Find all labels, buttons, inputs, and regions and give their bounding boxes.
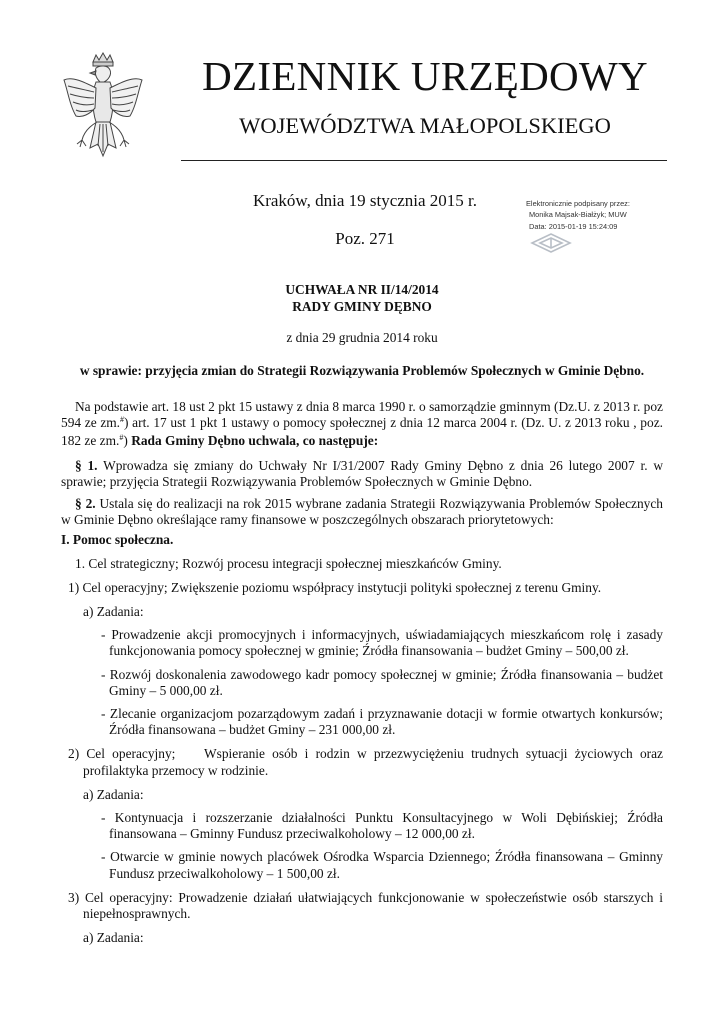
issue-position: Poz. 271: [335, 229, 395, 248]
polish-eagle-emblem-icon: [60, 52, 146, 168]
task-item: - Kontynuacja i rozszerzanie działalności Punktu Konsultacyjnego w Woli Dębińskiej; Źródła finansowana – Gminny Fundusz przeciwalkoholowy – 12 000,00 zł.: [101, 810, 663, 842]
paragraph-2-text: Ustala się do realizacji na rok 2015 wybrane zadania Strategii Rozwiązywania Problemów Społecznych w Gminie Dębno określające ramy finansowe w poszczególnych obszarach priorytetowych:: [61, 496, 663, 528]
task-item: - Prowadzenie akcji promocyjnych i informacyjnych, uświadamiających mieszkańcom rolę i zasady funkcjonowania pomocy społecznej w gminie; Źródła finansowania – budżet Gminy – 500,00 zł.: [101, 627, 663, 659]
legal-basis-text-a: Na podstawie art. 18 ust 2 pkt 15 ustawy z dnia 8 marca 1990 r. o samorządzie gminnym (Dz.U. z 2013 r. poz 594 ze zm.: [61, 399, 663, 431]
resolution-date: z dnia 29 grudnia 2014 roku: [286, 329, 438, 345]
journal-title: DZIENNIK URZĘDOWY: [202, 53, 648, 99]
resolution-title-2: RADY GMINY DĘBNO: [292, 298, 432, 314]
signature-line-1: Elektronicznie podpisany przez:: [526, 199, 630, 208]
resolution-content: [61, 282, 667, 946]
issue-place-date: Kraków, dnia 19 stycznia 2015 r.: [252, 191, 478, 210]
journal-subtitle: WOJEWÓDZTWA MAŁOPOLSKIEGO: [239, 113, 611, 138]
signature-line-2: Monika Majsak-Białżyk; MUW: [529, 210, 627, 220]
paragraph-1-label: § 1.: [75, 457, 98, 473]
tasks-label: a) Zadania:: [83, 930, 144, 946]
task-item: - Zlecanie organizacjom pozarządowym zadań i przyznawanie dotacji w formie otwartych konkursów; Źródła finansowana – budżet Gminy – 231 000,00 zł.: [101, 706, 663, 738]
resolution-subject: w sprawie: przyjęcia zmian do Strategii Rozwiązywania Problemów Społecznych w Gminie Dębno.: [79, 362, 645, 378]
paragraph-1-text: Wprowadza się zmiany do Uchwały Nr I/31/2007 Rady Gminy Dębno z dnia 26 lutego 2007 r. w sprawie; przyjęcia Strategii Rozwiązywania Problemów Społecznych w Gminie Dębno.: [61, 457, 663, 489]
operational-goal-3: 3) Cel operacyjny: Prowadzenie działań ułatwiających funkcjonowanie w społeczeństwie osób starszych i niepełnosprawnych.: [68, 889, 663, 922]
tasks-label: a) Zadania:: [83, 604, 144, 620]
tasks-label: a) Zadania:: [83, 786, 144, 802]
operational-goal-1: 1) Cel operacyjny; Zwiększenie poziomu współpracy instytucji polityki społecznej z terenu Gminy.: [68, 579, 602, 595]
footnote-mark: #: [119, 433, 124, 443]
legal-basis-text-c: ): [123, 433, 132, 449]
legal-basis-enactment: Rada Gminy Dębno uchwala, co następuje:: [131, 433, 379, 449]
resolution-title-1: UCHWAŁA NR II/14/2014: [285, 282, 439, 297]
paragraph-2: [61, 496, 663, 528]
section-heading: I. Pomoc społeczna.: [61, 532, 174, 548]
task-item: - Rozwój doskonalenia zawodowego kadr pomocy społecznej w gminie; Źródła finansowania – budżet Gminy – 5 000,00 zł.: [101, 666, 663, 698]
header-divider: [181, 160, 667, 161]
legal-basis-text-b: ) art. 17 ust 1 pkt 1 ustawy o pomocy społecznej z dnia 12 marca 2004 r. (Dz. U. z 2013 roku , poz. 182 ze zm.: [61, 415, 663, 449]
strategic-goal: 1. Cel strategiczny; Rozwój procesu integracji społecznej mieszkańców Gminy.: [75, 555, 502, 571]
signature-line-3: Data: 2015-01-19 15:24:09: [529, 221, 618, 231]
operational-goal-2: 2) Cel operacyjny; Wspieranie osób i rodzin w przezwyciężeniu trudnych sytuacji życiowych oraz profilaktyka przemocy w rodzinie.: [68, 746, 667, 778]
task-item: - Otwarcie w gminie nowych placówek Ośrodka Wsparcia Dziennego; Źródła finansowana – Gminny Fundusz przeciwalkoholowy – 1 500,00 zł.: [101, 849, 663, 881]
paragraph-1: [61, 458, 663, 490]
electronic-signature-block: [526, 198, 676, 232]
legal-basis-paragraph: [61, 399, 663, 452]
paragraph-2-label: § 2.: [75, 496, 96, 512]
e-signature-mark-icon: [530, 232, 572, 254]
footnote-mark: #: [120, 415, 125, 425]
